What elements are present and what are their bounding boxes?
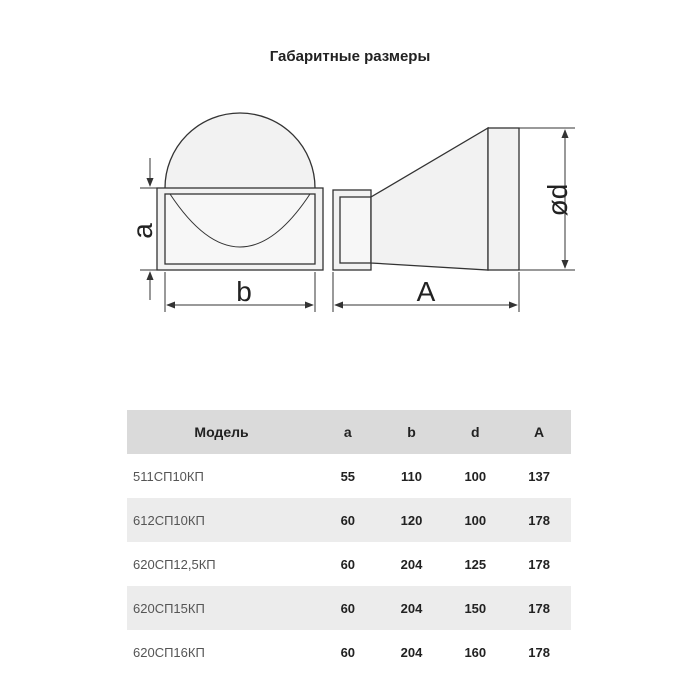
dimension-a-label: a xyxy=(127,223,158,239)
dimension-d-label: ød xyxy=(542,183,573,217)
cell-model: 620СП15КП xyxy=(127,586,316,630)
dimension-b-label: b xyxy=(236,276,252,307)
cell-d: 150 xyxy=(443,586,507,630)
side-round-spigot xyxy=(488,128,519,270)
cell-A: 178 xyxy=(528,556,550,572)
table-row xyxy=(127,454,571,498)
specs-table xyxy=(127,410,571,674)
cell-a: 60 xyxy=(316,498,380,542)
side-view xyxy=(333,128,519,270)
cell-d: 160 xyxy=(464,644,487,660)
cell-model: 511СП10КП xyxy=(133,468,204,484)
cell-a: 60 xyxy=(316,586,380,630)
cell-A: 178 xyxy=(507,498,571,542)
cell-model: 620СП16КП xyxy=(133,644,205,660)
page-title: Габаритные размеры xyxy=(269,48,431,65)
cell-b: 110 xyxy=(401,468,422,484)
header-b: b xyxy=(380,410,444,454)
cell-b: 204 xyxy=(380,586,444,630)
cell-model: 612СП10КП xyxy=(127,498,316,542)
round-outlet-arc xyxy=(165,113,315,188)
table-header-row xyxy=(127,410,571,454)
cell-b: 204 xyxy=(400,644,423,660)
table-row xyxy=(127,586,571,630)
cell-d: 100 xyxy=(443,498,507,542)
side-transition-body xyxy=(371,128,488,270)
cell-A: 137 xyxy=(528,468,550,484)
front-view xyxy=(157,113,323,270)
table-row xyxy=(127,498,571,542)
cell-d: 125 xyxy=(464,556,487,572)
cell-a: 60 xyxy=(340,556,356,572)
header-A: A xyxy=(507,410,571,454)
cell-A: 178 xyxy=(507,586,571,630)
cell-A: 178 xyxy=(528,644,550,660)
header-d: d xyxy=(443,410,507,454)
cell-d: 100 xyxy=(464,468,487,484)
cell-model: 620СП12,5КП xyxy=(133,556,216,572)
dimension-A-label: A xyxy=(416,276,436,307)
rectangular-flange-inner xyxy=(165,194,315,264)
cell-a: 60 xyxy=(340,644,356,660)
header-model: Модель xyxy=(127,410,316,454)
cell-a: 55 xyxy=(340,468,356,484)
header-a: a xyxy=(316,410,380,454)
table-row xyxy=(127,542,571,586)
table-row xyxy=(127,630,571,674)
cell-b: 120 xyxy=(380,498,444,542)
cell-b: 204 xyxy=(400,556,423,572)
side-flange-inner xyxy=(340,197,371,263)
